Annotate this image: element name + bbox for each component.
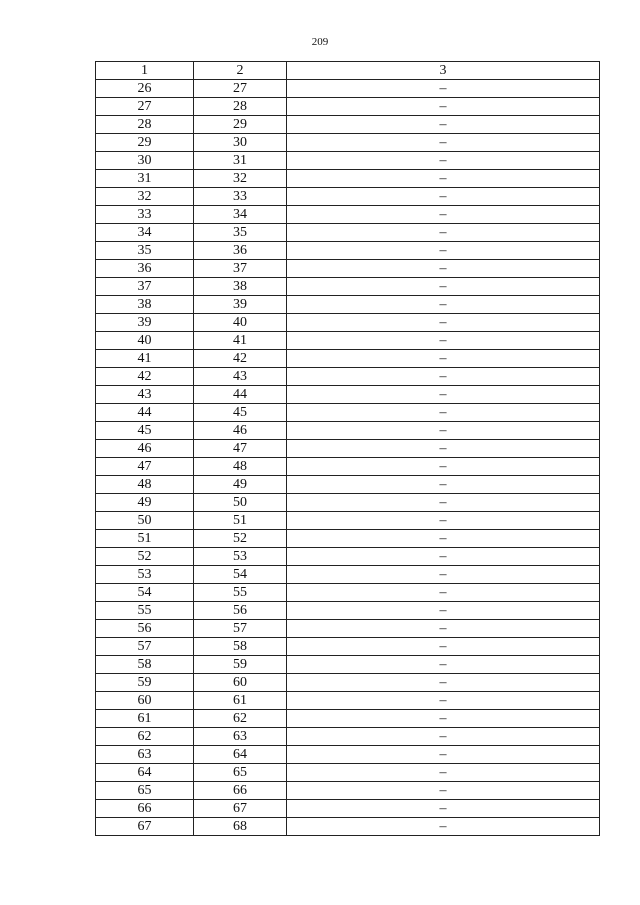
- table-row: [96, 656, 600, 674]
- table-row: [96, 548, 600, 566]
- column-header-2: 2: [194, 62, 287, 80]
- table-cell-col-1: 43: [96, 386, 194, 404]
- table-cell-col-3: –: [287, 116, 600, 134]
- table-cell-col-3: –: [287, 710, 600, 728]
- table-cell-col-3: –: [287, 278, 600, 296]
- table-cell-col-2: 60: [194, 674, 287, 692]
- table-cell-col-3: –: [287, 404, 600, 422]
- table-cell-col-2: 33: [194, 188, 287, 206]
- table-row: [96, 422, 600, 440]
- table-cell-col-2: 46: [194, 422, 287, 440]
- table-cell-col-3: –: [287, 152, 600, 170]
- table-cell-col-2: 57: [194, 620, 287, 638]
- table-cell-col-2: 56: [194, 602, 287, 620]
- table-cell-col-1: 45: [96, 422, 194, 440]
- table-cell-col-1: 50: [96, 512, 194, 530]
- data-table: [95, 61, 600, 836]
- table-cell-col-3: –: [287, 782, 600, 800]
- table-cell-col-3: –: [287, 98, 600, 116]
- table-cell-col-3: –: [287, 476, 600, 494]
- table-cell-col-3: –: [287, 512, 600, 530]
- table-cell-col-2: 58: [194, 638, 287, 656]
- table-cell-col-3: –: [287, 80, 600, 98]
- table-cell-col-2: 37: [194, 260, 287, 278]
- table-cell-col-2: 34: [194, 206, 287, 224]
- table-cell-col-2: 63: [194, 728, 287, 746]
- page-number: 209: [311, 36, 329, 48]
- table-cell-col-2: 55: [194, 584, 287, 602]
- table-row: [96, 314, 600, 332]
- table-cell-col-1: 44: [96, 404, 194, 422]
- table-cell-col-1: 42: [96, 368, 194, 386]
- table-row: [96, 818, 600, 836]
- table-cell-col-3: –: [287, 746, 600, 764]
- table-cell-col-1: 34: [96, 224, 194, 242]
- table-cell-col-2: 50: [194, 494, 287, 512]
- table-cell-col-2: 52: [194, 530, 287, 548]
- table-cell-col-1: 41: [96, 350, 194, 368]
- table-row: [96, 746, 600, 764]
- table-cell-col-1: 27: [96, 98, 194, 116]
- table-cell-col-2: 42: [194, 350, 287, 368]
- table-cell-col-1: 47: [96, 458, 194, 476]
- table-cell-col-1: 62: [96, 728, 194, 746]
- table-cell-col-3: –: [287, 548, 600, 566]
- table-row: [96, 638, 600, 656]
- table-cell-col-1: 54: [96, 584, 194, 602]
- table-row: [96, 476, 600, 494]
- table-cell-col-3: –: [287, 242, 600, 260]
- table-cell-col-3: –: [287, 620, 600, 638]
- table-cell-col-3: –: [287, 314, 600, 332]
- table-cell-col-2: 64: [194, 746, 287, 764]
- table-cell-col-2: 27: [194, 80, 287, 98]
- table-row: [96, 242, 600, 260]
- table-cell-col-1: 52: [96, 548, 194, 566]
- table-cell-col-2: 44: [194, 386, 287, 404]
- table-row: [96, 188, 600, 206]
- table-cell-col-2: 48: [194, 458, 287, 476]
- table-cell-col-1: 40: [96, 332, 194, 350]
- table-cell-col-1: 37: [96, 278, 194, 296]
- table-cell-col-1: 32: [96, 188, 194, 206]
- table-cell-col-1: 33: [96, 206, 194, 224]
- table-row: [96, 332, 600, 350]
- table-cell-col-2: 66: [194, 782, 287, 800]
- table-row: [96, 386, 600, 404]
- table-cell-col-1: 59: [96, 674, 194, 692]
- table-cell-col-1: 38: [96, 296, 194, 314]
- table-row: [96, 494, 600, 512]
- table-cell-col-3: –: [287, 206, 600, 224]
- table-row: [96, 710, 600, 728]
- table-cell-col-3: –: [287, 530, 600, 548]
- table-cell-col-2: 35: [194, 224, 287, 242]
- table-cell-col-2: 54: [194, 566, 287, 584]
- table-cell-col-1: 51: [96, 530, 194, 548]
- table-cell-col-1: 63: [96, 746, 194, 764]
- column-header-1: 1: [96, 62, 194, 80]
- table-row: [96, 98, 600, 116]
- table-cell-col-1: 61: [96, 710, 194, 728]
- table-row: [96, 458, 600, 476]
- table-cell-col-2: 47: [194, 440, 287, 458]
- table-cell-col-3: –: [287, 368, 600, 386]
- table-cell-col-3: –: [287, 458, 600, 476]
- table-cell-col-2: 39: [194, 296, 287, 314]
- table-cell-col-2: 51: [194, 512, 287, 530]
- table-row: [96, 80, 600, 98]
- table-cell-col-3: –: [287, 188, 600, 206]
- table-row: [96, 170, 600, 188]
- table-cell-col-3: –: [287, 584, 600, 602]
- table-row: [96, 278, 600, 296]
- table-row: [96, 602, 600, 620]
- table-cell-col-3: –: [287, 260, 600, 278]
- table-cell-col-1: 66: [96, 800, 194, 818]
- table-row: [96, 782, 600, 800]
- table-row: [96, 584, 600, 602]
- table-cell-col-1: 53: [96, 566, 194, 584]
- table-cell-col-2: 59: [194, 656, 287, 674]
- table-header-row: [96, 62, 600, 80]
- table-cell-col-2: 41: [194, 332, 287, 350]
- table-cell-col-1: 31: [96, 170, 194, 188]
- table-cell-col-1: 48: [96, 476, 194, 494]
- table-cell-col-1: 49: [96, 494, 194, 512]
- table-cell-col-2: 65: [194, 764, 287, 782]
- table-cell-col-3: –: [287, 818, 600, 836]
- table-cell-col-2: 62: [194, 710, 287, 728]
- table-cell-col-3: –: [287, 170, 600, 188]
- table-cell-col-3: –: [287, 638, 600, 656]
- table-cell-col-1: 56: [96, 620, 194, 638]
- table-row: [96, 296, 600, 314]
- table-cell-col-3: –: [287, 386, 600, 404]
- table-cell-col-1: 46: [96, 440, 194, 458]
- table-cell-col-3: –: [287, 602, 600, 620]
- table-cell-col-3: –: [287, 674, 600, 692]
- table-cell-col-1: 39: [96, 314, 194, 332]
- table-row: [96, 800, 600, 818]
- table-cell-col-3: –: [287, 134, 600, 152]
- table-cell-col-3: –: [287, 350, 600, 368]
- table-cell-col-2: 36: [194, 242, 287, 260]
- table-cell-col-2: 67: [194, 800, 287, 818]
- table-row: [96, 404, 600, 422]
- table-cell-col-3: –: [287, 224, 600, 242]
- table-cell-col-3: –: [287, 296, 600, 314]
- table-cell-col-3: –: [287, 656, 600, 674]
- table-row: [96, 368, 600, 386]
- table-cell-col-1: 55: [96, 602, 194, 620]
- table-cell-col-2: 29: [194, 116, 287, 134]
- table-cell-col-3: –: [287, 692, 600, 710]
- table-cell-col-2: 31: [194, 152, 287, 170]
- table-cell-col-1: 57: [96, 638, 194, 656]
- table-cell-col-2: 68: [194, 818, 287, 836]
- table-cell-col-1: 29: [96, 134, 194, 152]
- table-cell-col-2: 40: [194, 314, 287, 332]
- table-row: [96, 224, 600, 242]
- table-cell-col-1: 35: [96, 242, 194, 260]
- table-row: [96, 206, 600, 224]
- table-row: [96, 152, 600, 170]
- table-body: [96, 80, 600, 836]
- column-header-3: 3: [287, 62, 600, 80]
- table-cell-col-3: –: [287, 332, 600, 350]
- table-cell-col-2: 43: [194, 368, 287, 386]
- table-row: [96, 674, 600, 692]
- table-cell-col-3: –: [287, 566, 600, 584]
- table-row: [96, 134, 600, 152]
- table-cell-col-1: 26: [96, 80, 194, 98]
- table-cell-col-1: 60: [96, 692, 194, 710]
- table-row: [96, 350, 600, 368]
- table-cell-col-1: 58: [96, 656, 194, 674]
- table-cell-col-3: –: [287, 440, 600, 458]
- table-cell-col-3: –: [287, 764, 600, 782]
- table-cell-col-3: –: [287, 494, 600, 512]
- table-cell-col-2: 30: [194, 134, 287, 152]
- table-row: [96, 728, 600, 746]
- table-cell-col-1: 65: [96, 782, 194, 800]
- table-cell-col-1: 28: [96, 116, 194, 134]
- table-cell-col-3: –: [287, 422, 600, 440]
- table-row: [96, 620, 600, 638]
- table-cell-col-2: 61: [194, 692, 287, 710]
- table-cell-col-2: 53: [194, 548, 287, 566]
- table-cell-col-1: 67: [96, 818, 194, 836]
- table-row: [96, 116, 600, 134]
- table-cell-col-2: 45: [194, 404, 287, 422]
- table-row: [96, 512, 600, 530]
- table-cell-col-2: 38: [194, 278, 287, 296]
- table-row: [96, 764, 600, 782]
- table-row: [96, 566, 600, 584]
- table-row: [96, 530, 600, 548]
- table-cell-col-2: 49: [194, 476, 287, 494]
- table-row: [96, 440, 600, 458]
- table-row: [96, 692, 600, 710]
- table-cell-col-1: 64: [96, 764, 194, 782]
- table-cell-col-2: 28: [194, 98, 287, 116]
- table-cell-col-1: 30: [96, 152, 194, 170]
- table-cell-col-3: –: [287, 800, 600, 818]
- table-cell-col-3: –: [287, 728, 600, 746]
- table-cell-col-1: 36: [96, 260, 194, 278]
- table-row: [96, 260, 600, 278]
- table-cell-col-2: 32: [194, 170, 287, 188]
